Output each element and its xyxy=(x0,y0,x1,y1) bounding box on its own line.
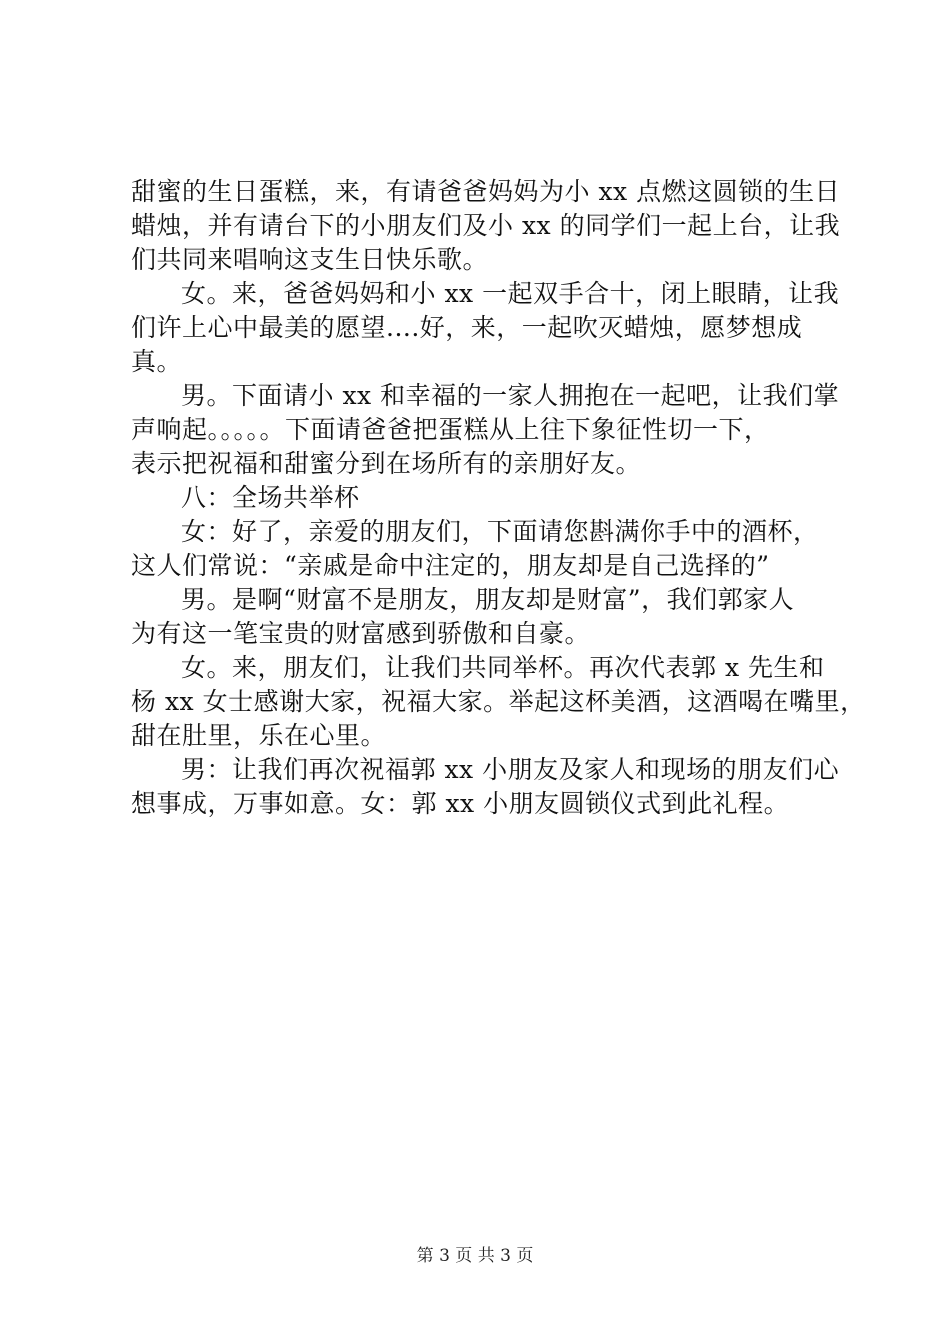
document-body xyxy=(131,175,866,821)
text-line: 想事成，万事如意。女：郭 xx 小朋友圆锁仪式到此礼程。 xyxy=(131,789,790,818)
text-line: 女：好了，亲爱的朋友们，下面请您斟满你手中的酒杯， xyxy=(181,517,819,546)
text-line: 男。是啊“财富不是朋友，朋友却是财富”，我们郭家人 xyxy=(181,585,795,614)
text-line: 为有这一笔宝贵的财富感到骄傲和自豪。 xyxy=(131,619,591,648)
text-line: 们许上心中最美的愿望....好，来，一起吹灭蜡烛，愿梦想成 xyxy=(131,313,803,342)
section-heading: 八：全场共举杯 xyxy=(181,483,360,512)
text-line: 男：让我们再次祝福郭 xx 小朋友及家人和现场的朋友们心 xyxy=(181,755,840,784)
text-line: 甜蜜的生日蛋糕，来，有请爸爸妈妈为小 xx 点燃这圆锁的生日 xyxy=(131,177,841,206)
page-footer: 第 3 页 共 3 页 xyxy=(416,1246,534,1266)
text-line: 真。 xyxy=(131,347,183,376)
text-line: 表示把祝福和甜蜜分到在场所有的亲朋好友。 xyxy=(131,449,642,478)
text-line: 男。下面请小 xx 和幸福的一家人拥抱在一起吧，让我们掌 xyxy=(181,381,840,410)
text-line: 女。来，朋友们，让我们共同举杯。再次代表郭 x 先生和 xyxy=(181,653,825,682)
text-line: 女。来，爸爸妈妈和小 xx 一起双手合十，闭上眼睛，让我 xyxy=(181,279,840,308)
text-line: 声响起。。。。。下面请爸爸把蛋糕从上往下象征性切一下， xyxy=(131,415,770,444)
text-line: 蜡烛，并有请台下的小朋友们及小 xx 的同学们一起上台，让我 xyxy=(131,211,841,240)
text-line: 这人们常说：“亲戚是命中注定的，朋友却是自己选择的” xyxy=(131,551,770,580)
text-line: 们共同来唱响这支生日快乐歌。 xyxy=(131,245,489,274)
text-line: 杨 xx 女士感谢大家，祝福大家。举起这杯美酒，这酒喝在嘴里， xyxy=(131,687,866,716)
text-line: 甜在肚里，乐在心里。 xyxy=(131,721,387,750)
